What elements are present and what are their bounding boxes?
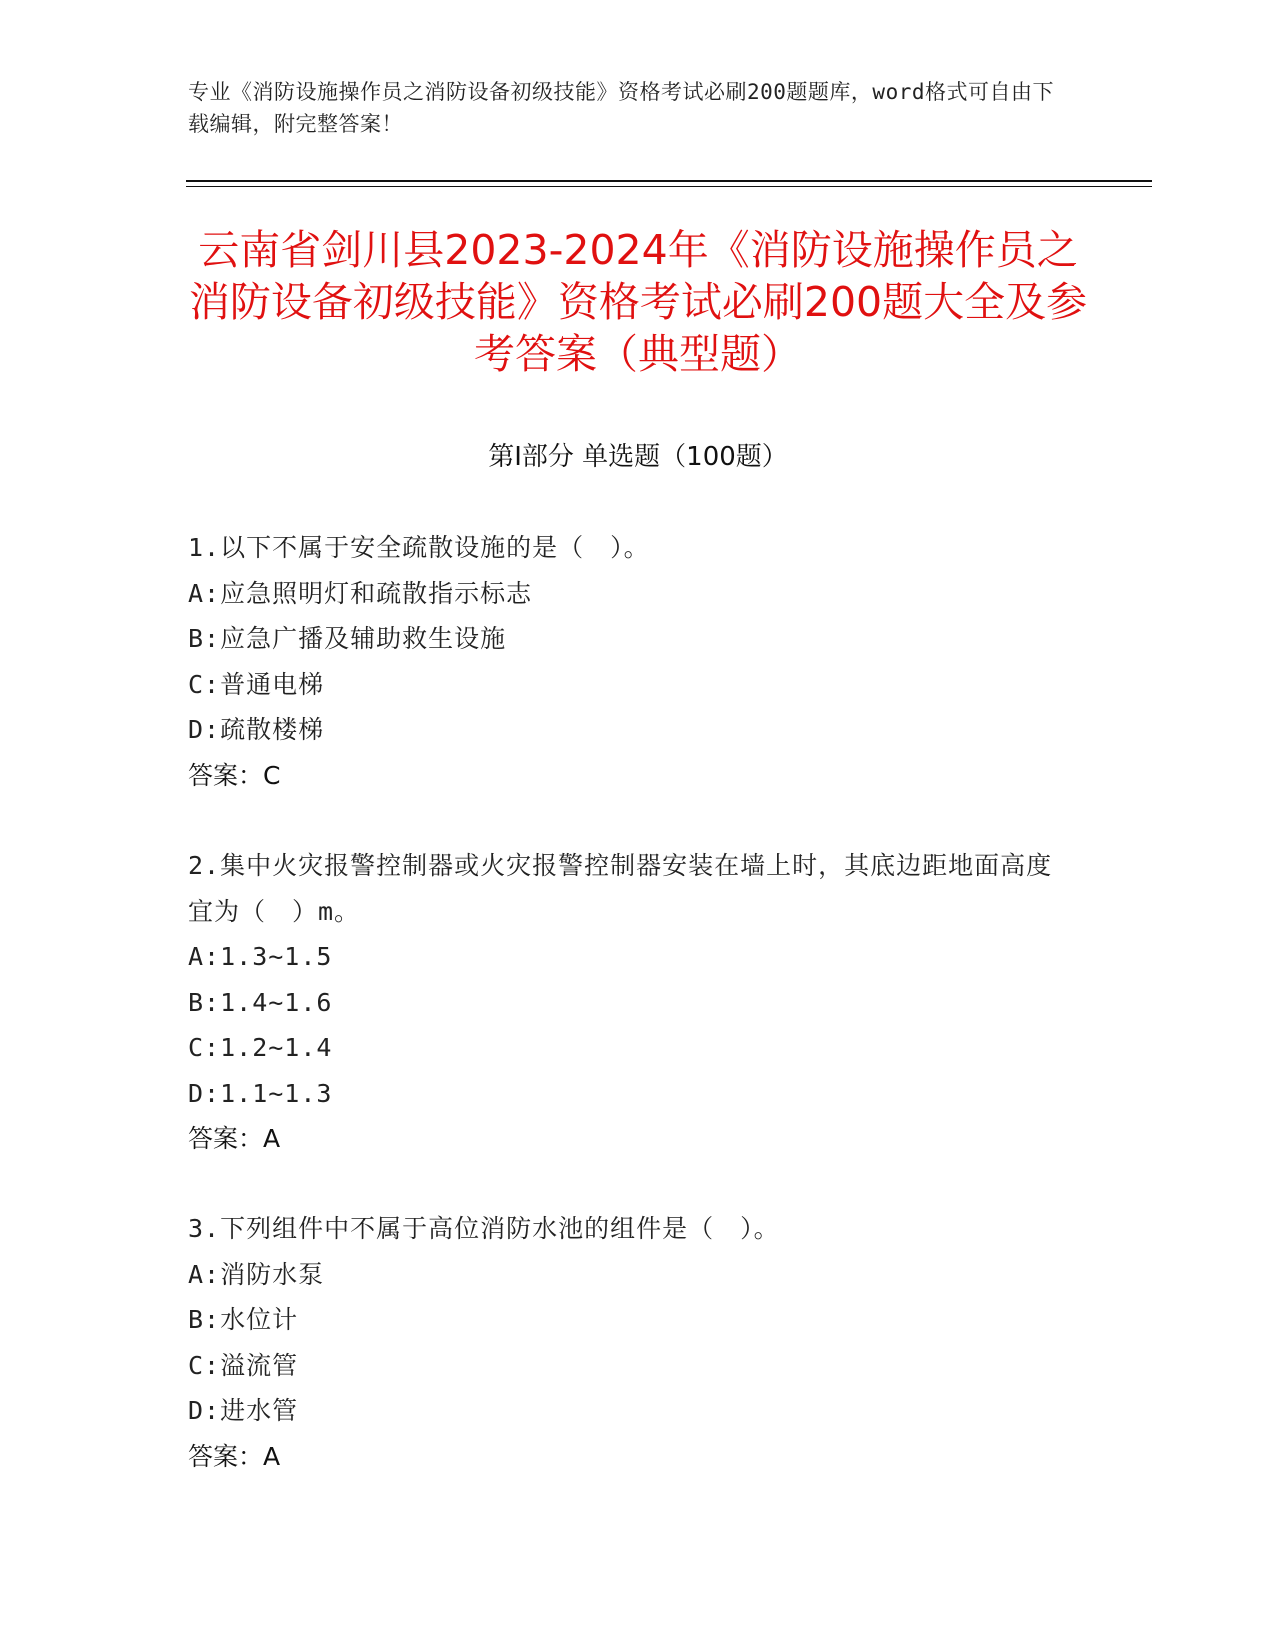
question-1 xyxy=(188,525,1068,798)
header-note: 专业《消防设施操作员之消防设备初级技能》资格考试必刷200题题库，word格式可自由下载编辑，附完整答案！ xyxy=(188,80,1054,136)
question-stem: 1.以下不属于安全疏散设施的是（ ）。 xyxy=(188,533,650,562)
document-title: 云南省剑川县2023-2024年《消防设施操作员之消防设备初级技能》资格考试必刷200题大全及参考答案（典型题） xyxy=(188,226,1088,378)
question-stem: 3.下列组件中不属于高位消防水池的组件是（ ）。 xyxy=(188,1214,780,1243)
option-c: C:1.2~1.4 xyxy=(188,1033,333,1062)
option-d: D:进水管 xyxy=(188,1396,299,1425)
option-b: B:1.4~1.6 xyxy=(188,987,333,1017)
answer: 答案：A xyxy=(188,1124,281,1153)
option-c: C:溢流管 xyxy=(188,1350,299,1380)
answer: 答案：C xyxy=(188,760,281,790)
option-a: A:消防水泵 xyxy=(188,1259,325,1289)
option-a: A:1.3~1.5 xyxy=(188,942,333,971)
option-d: D:疏散楼梯 xyxy=(188,715,325,744)
question-3 xyxy=(188,1206,1068,1479)
header-divider-thick xyxy=(186,180,1152,182)
option-c: C:普通电梯 xyxy=(188,669,325,699)
option-b: B:水位计 xyxy=(188,1305,299,1334)
answer: 答案：A xyxy=(188,1441,281,1471)
question-stem: 2.集中火灾报警控制器或火灾报警控制器安装在墙上时，其底边距地面高度宜为（ ）m。 xyxy=(188,851,1053,926)
header-divider-thin xyxy=(186,186,1152,187)
option-b: B:应急广播及辅助救生设施 xyxy=(188,624,507,653)
option-d: D:1.1~1.3 xyxy=(188,1078,333,1108)
section-heading: 第I部分 单选题（100题） xyxy=(488,442,788,472)
option-a: A:应急照明灯和疏散指示标志 xyxy=(188,578,533,608)
question-2 xyxy=(188,843,1068,1162)
